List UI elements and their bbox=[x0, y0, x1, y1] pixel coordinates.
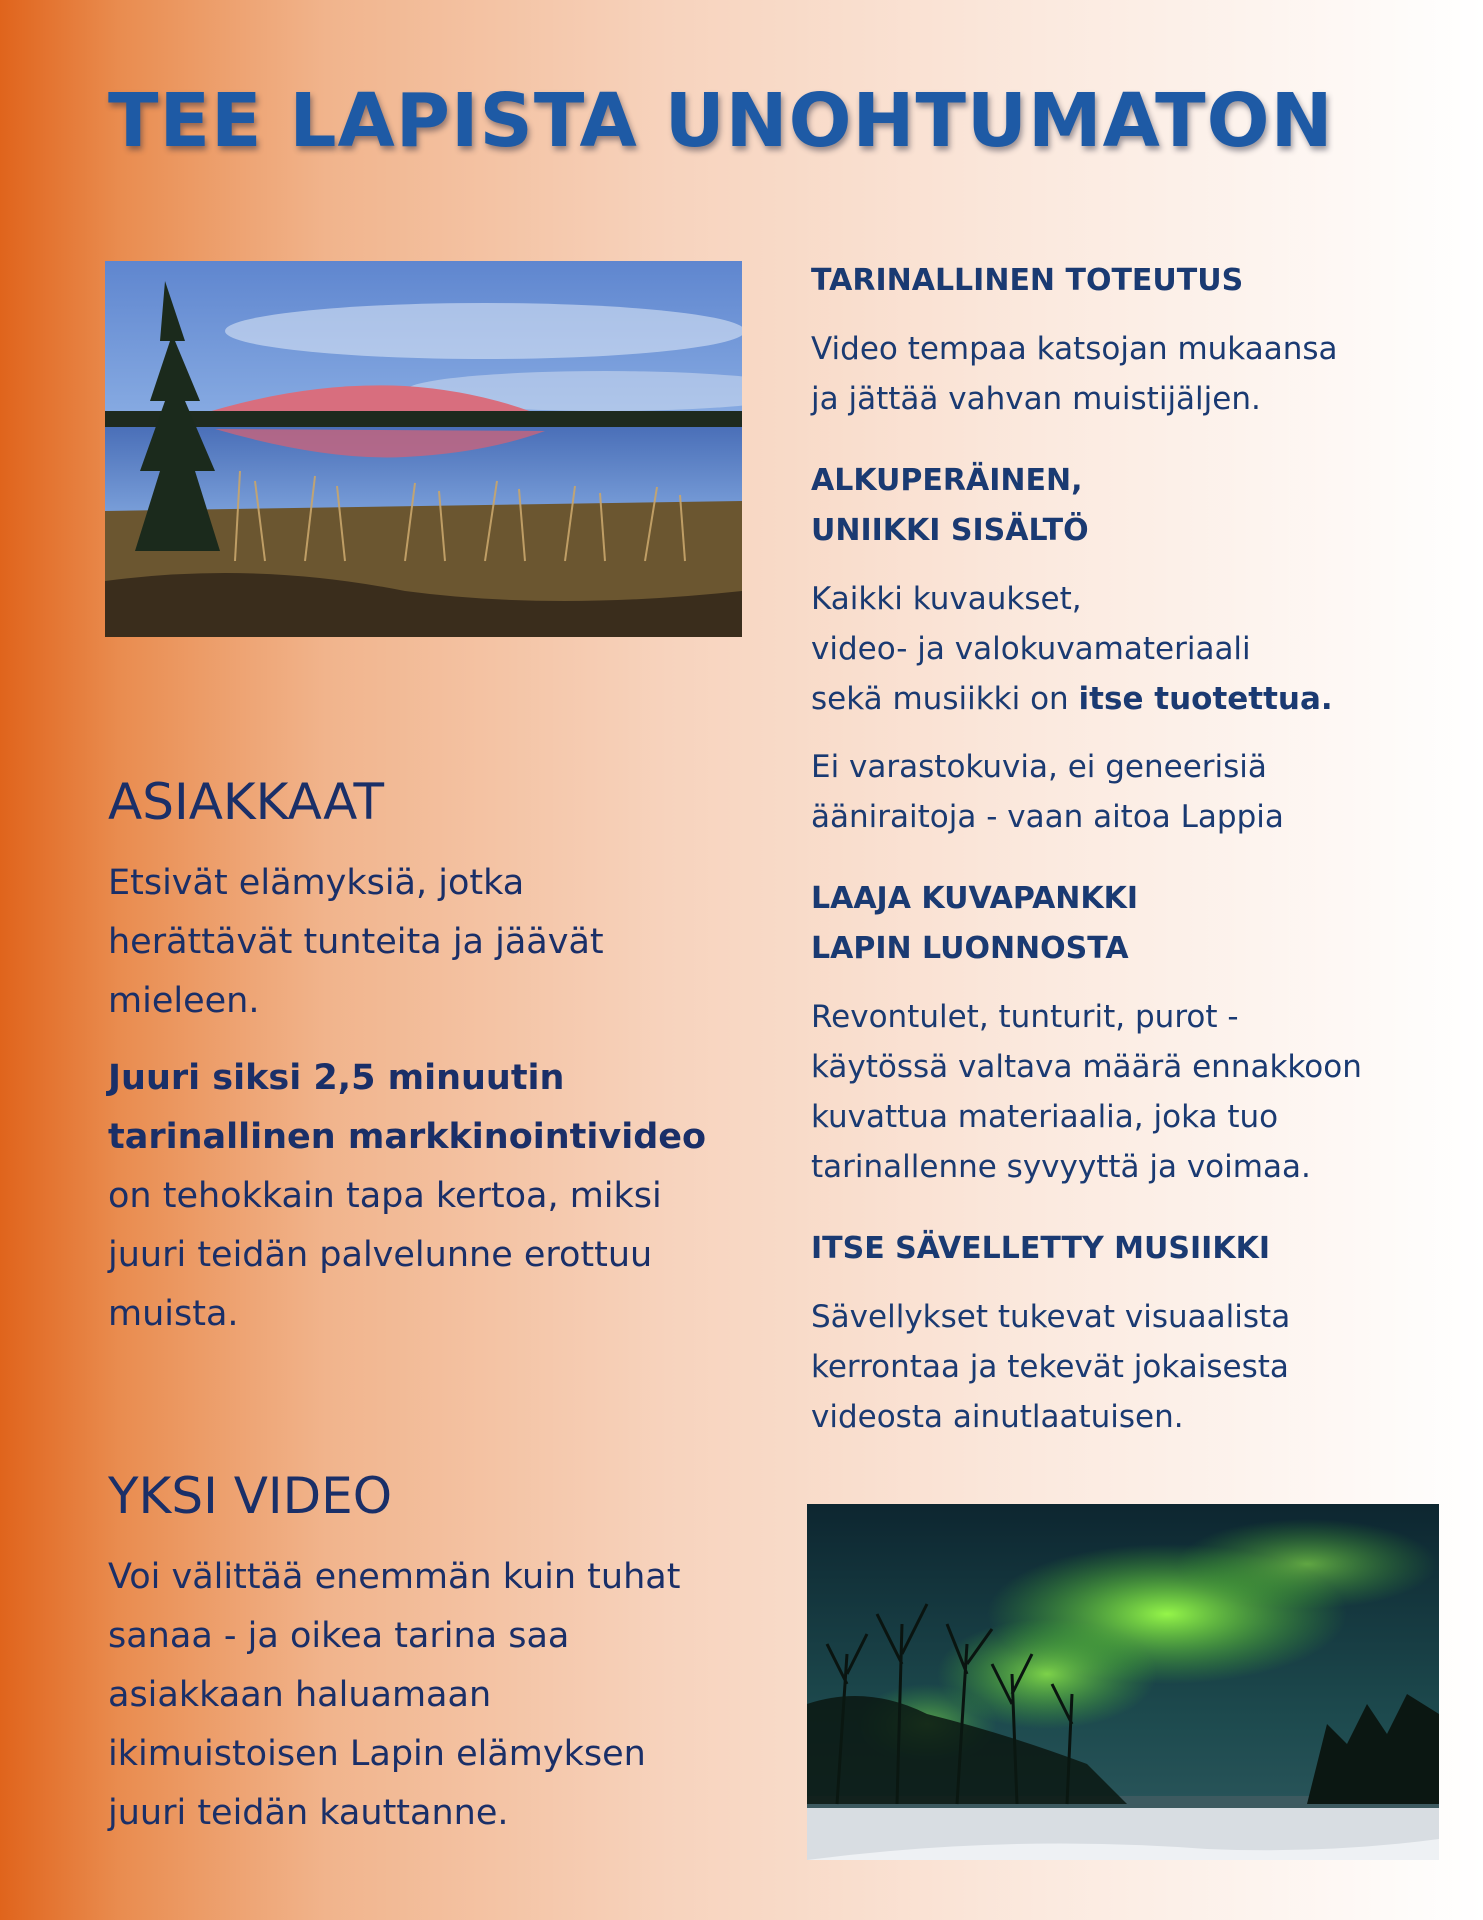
asiakkaat-text-line: mieleen. bbox=[108, 981, 260, 1021]
yksi-video-text-line: ikimuistoisen Lapin elämyksen bbox=[108, 1734, 646, 1774]
asiakkaat-bold-line: tarinallinen markkinointivideo bbox=[108, 1117, 707, 1157]
feature-text-bold: itse tuotettua. bbox=[1078, 681, 1333, 717]
asiakkaat-text-line: on tehokkain tapa kertoa, miksi bbox=[108, 1176, 662, 1216]
page-title: TEE LAPISTA UNOHTUMATON bbox=[108, 78, 1334, 164]
asiakkaat-text-line: muista. bbox=[108, 1294, 239, 1334]
feature-heading-kuvapankki: LAPIN LUONNOSTA bbox=[811, 931, 1129, 966]
feature-text-line bbox=[811, 674, 1451, 724]
feature-heading-alkuperainen: ALKUPERÄINEN, bbox=[811, 463, 1083, 498]
feature-text-prefix: sekä musiikki on bbox=[811, 681, 1079, 717]
feature-text-line: Ei varastokuvia, ei geneerisiä bbox=[811, 749, 1267, 785]
yksi-video-text-line: asiakkaan haluamaan bbox=[108, 1675, 492, 1715]
feature-text-line: kuvattua materiaalia, joka tuo bbox=[811, 1099, 1279, 1135]
asiakkaat-bold-line: Juuri siksi 2,5 minuutin bbox=[108, 1058, 565, 1098]
feature-heading-kuvapankki: LAAJA KUVAPANKKI bbox=[811, 881, 1139, 916]
asiakkaat-heading: ASIAKKAAT bbox=[108, 773, 385, 831]
yksi-video-text-line: Voi välittää enemmän kuin tuhat bbox=[108, 1557, 681, 1597]
feature-text-line: ja jättää vahvan muistijäljen. bbox=[811, 381, 1261, 417]
asiakkaat-section bbox=[108, 772, 748, 1344]
asiakkaat-text-line: juuri teidän palvelunne erottuu bbox=[108, 1235, 653, 1275]
lake-landscape-photo bbox=[105, 261, 742, 637]
feature-text-line: Revontulet, tunturit, purot - bbox=[811, 999, 1239, 1035]
feature-text-line: Sävellykset tukevat visuaalista bbox=[811, 1299, 1291, 1335]
feature-text-line: Kaikki kuvaukset, bbox=[811, 581, 1082, 617]
feature-text-line: videosta ainutlaatuisen. bbox=[811, 1399, 1184, 1435]
features-column bbox=[811, 256, 1451, 1442]
feature-text-line: Video tempaa katsojan mukaansa bbox=[811, 331, 1338, 367]
feature-text-line: käytössä valtava määrä ennakkoon bbox=[811, 1049, 1362, 1085]
yksi-video-section bbox=[108, 1466, 748, 1843]
feature-heading-musiikki: ITSE SÄVELLETTY MUSIIKKI bbox=[811, 1231, 1270, 1266]
feature-heading-alkuperainen: UNIIKKI SISÄLTÖ bbox=[811, 513, 1089, 548]
feature-heading-tarinallinen: TARINALLINEN TOTEUTUS bbox=[811, 263, 1244, 298]
aurora-borealis-photo bbox=[807, 1504, 1439, 1860]
asiakkaat-text-line: herättävät tunteita ja jäävät bbox=[108, 922, 604, 962]
feature-text-line: video- ja valokuvamateriaali bbox=[811, 631, 1251, 667]
yksi-video-text-line: juuri teidän kauttanne. bbox=[108, 1793, 509, 1833]
asiakkaat-text-line: Etsivät elämyksiä, jotka bbox=[108, 863, 525, 903]
feature-text-line: kerrontaa ja tekevät jokaisesta bbox=[811, 1349, 1289, 1385]
yksi-video-text-line: sanaa - ja oikea tarina saa bbox=[108, 1616, 570, 1656]
yksi-video-heading: YKSI VIDEO bbox=[108, 1467, 393, 1525]
feature-text-line: tarinallenne syvyyttä ja voimaa. bbox=[811, 1149, 1311, 1185]
feature-text-line: ääniraitoja - vaan aitoa Lappia bbox=[811, 799, 1284, 835]
